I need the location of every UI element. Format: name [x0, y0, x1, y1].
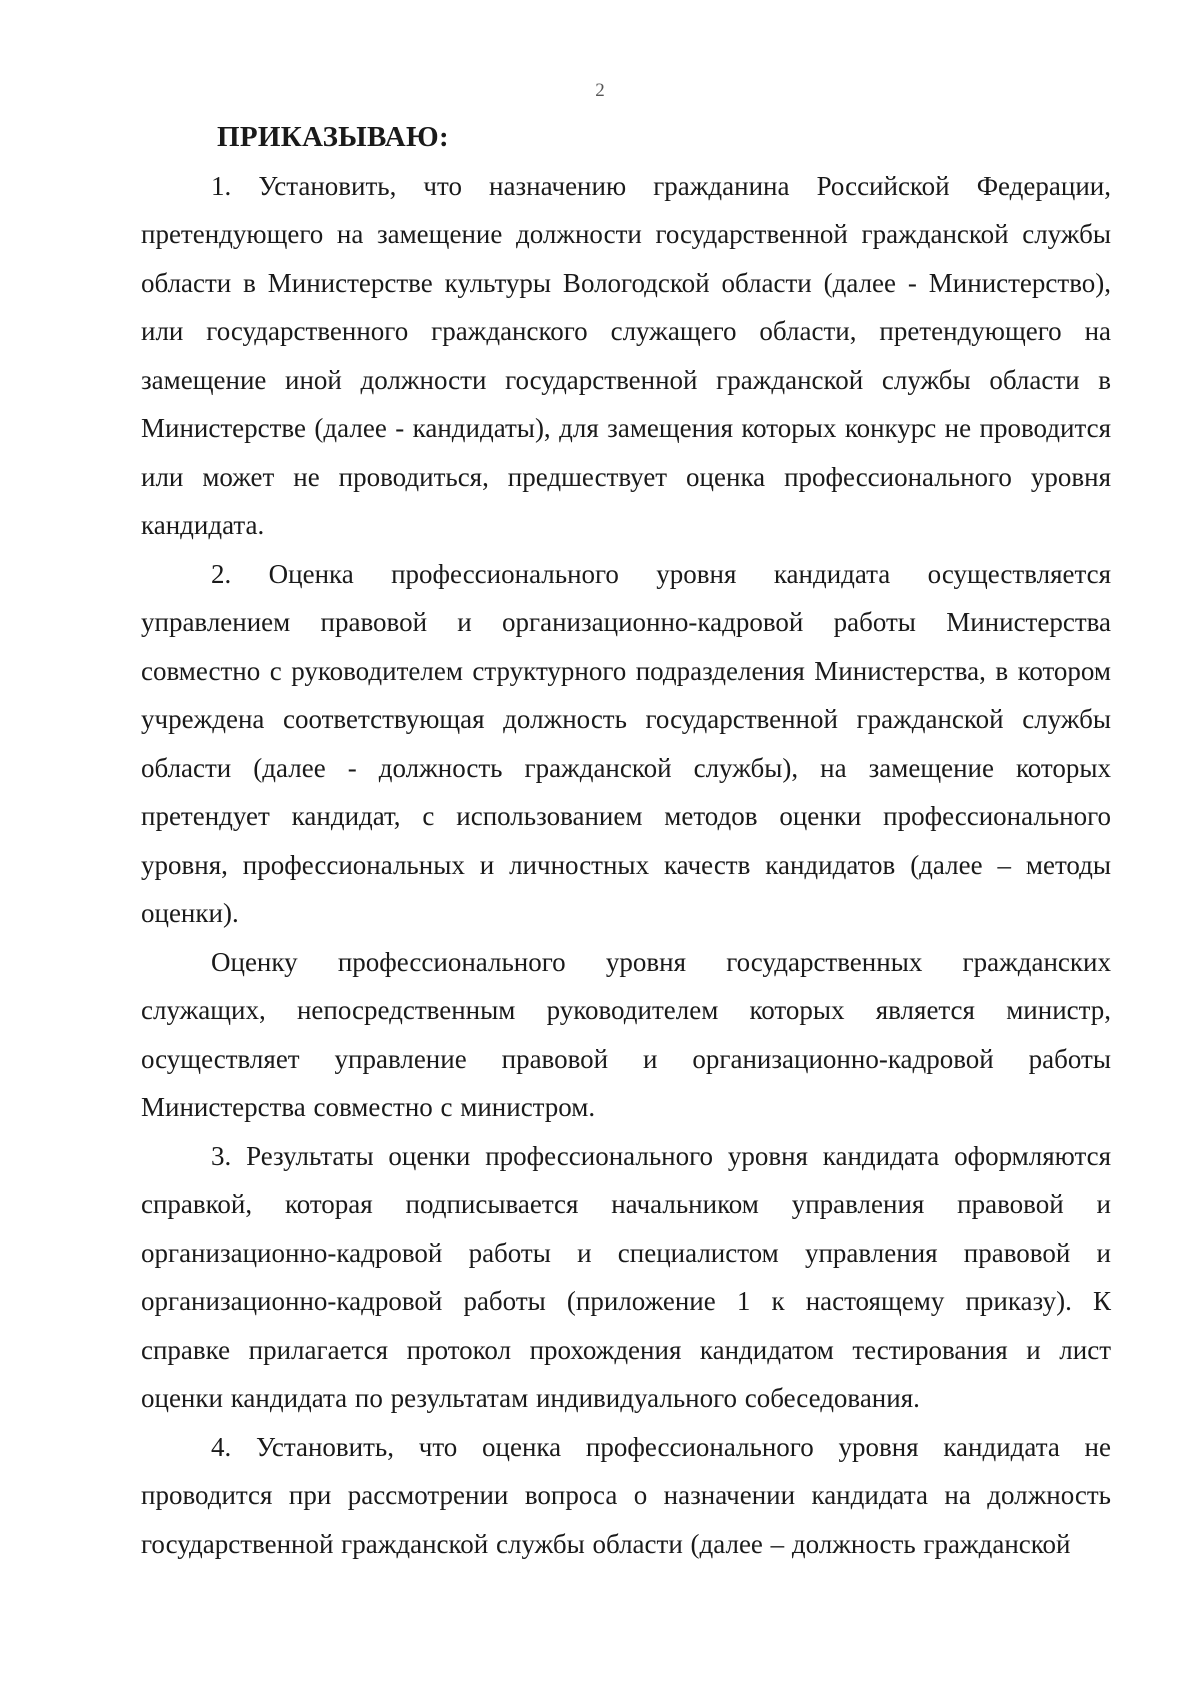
- document-body: [141, 113, 1111, 1568]
- page-number: 2: [595, 80, 605, 101]
- paragraph-1: 1. Установить, что назначению гражданина Российской Федерации, претендующего на замещение должности государственной гражданской службы области в Министерстве культуры Вологодской области (далее - Министерство), или государственного гражданского служащего области, претендующего на замещение иной должности государственной гражданской службы области в Министерстве (далее - кандидаты), для замещения которых конкурс не проводится или может не проводиться, предшествует оценка профессионального уровня кандидата.: [141, 170, 1111, 540]
- order-heading: ПРИКАЗЫВАЮ:: [217, 121, 449, 153]
- paragraph-2: 2. Оценка профессионального уровня кандидата осуществляется управлением правовой и организационно-кадровой работы Министерства совместно с руководителем структурного подразделения Министерства, в котором учреждена соответствующая должность государственной гражданской службы области (далее - должность гражданской службы), на замещение которых претендует кандидат, с использованием методов оценки профессионального уровня, профессиональных и личностных качеств кандидатов (далее – методы оценки).: [141, 558, 1111, 928]
- paragraph-3: 3. Результаты оценки профессионального уровня кандидата оформляются справкой, которая подписывается начальником управления правовой и организационно-кадровой работы и специалистом управления правовой и организационно-кадровой работы (приложение 1 к настоящему приказу). К справке прилагается протокол прохождения кандидатом тестирования и лист оценки кандидата по результатам индивидуального собеседования.: [141, 1140, 1111, 1413]
- paragraph-2-continuation: Оценку профессионального уровня государственных гражданских служащих, непосредственным руководителем которых является министр, осуществляет управление правовой и организационно-кадровой работы Министерства совместно с министром.: [141, 946, 1111, 1122]
- paragraph-4: 4. Установить, что оценка профессионального уровня кандидата не проводится при рассмотрении вопроса о назначении кандидата на должность государственной гражданской службы области (далее – должность гражданской: [141, 1431, 1111, 1559]
